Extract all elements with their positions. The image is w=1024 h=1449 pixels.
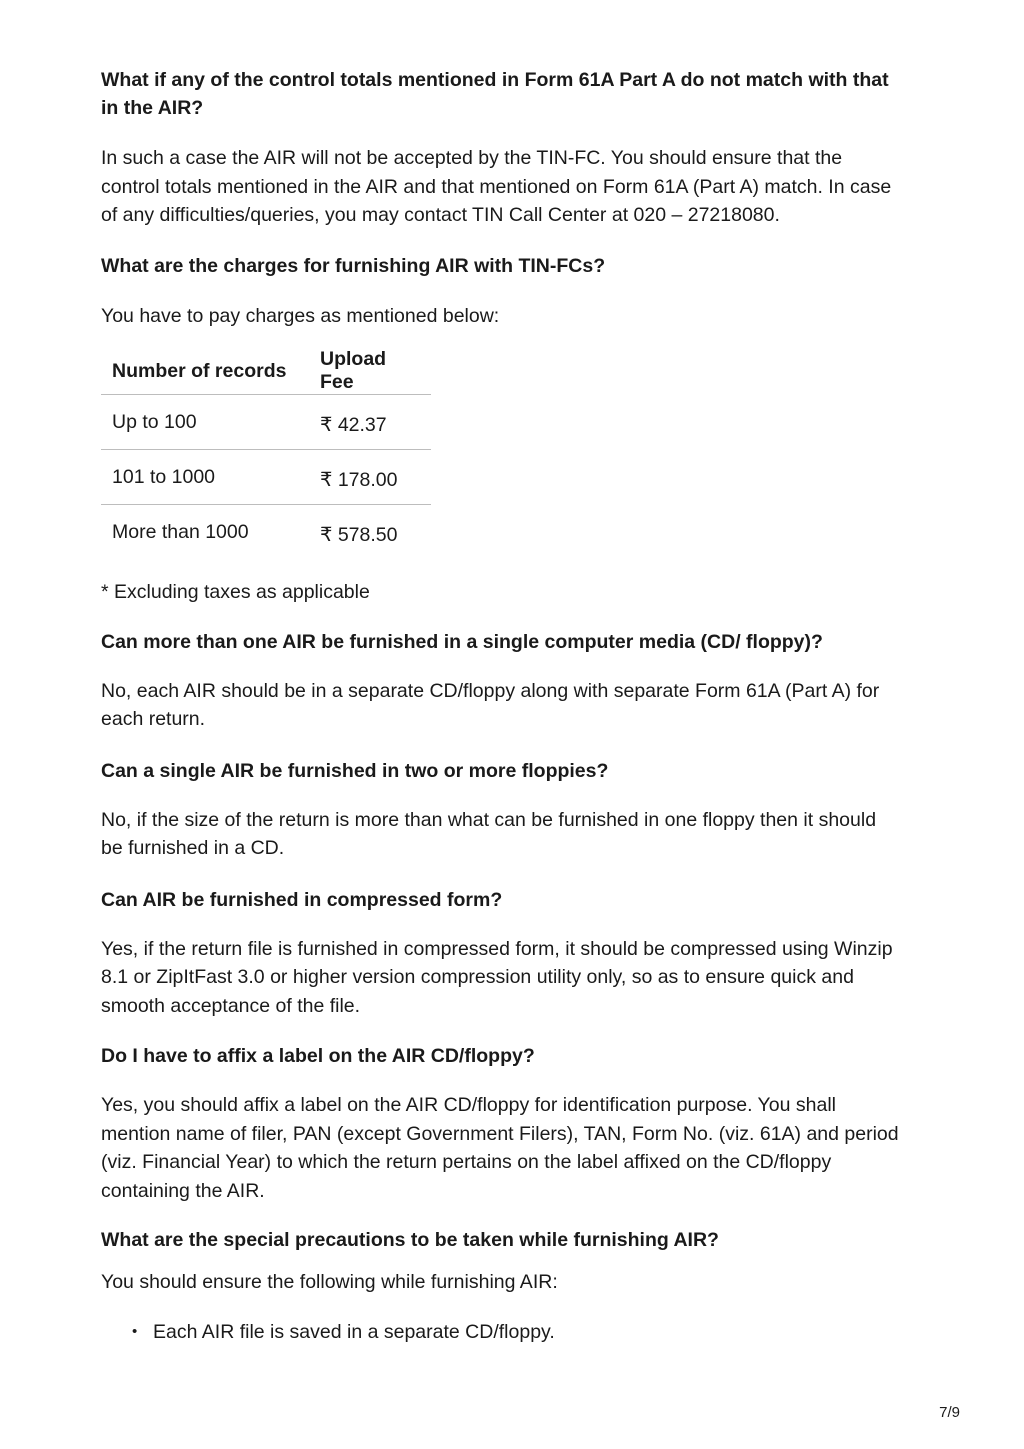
answer-compressed-form: Yes, if the return file is furnished in compressed form, it should be compressed using Winzip 8.1 or ZipItFast 3.0 or higher version compression utility only, so as to ensure quick and smooth acceptance of the file.	[101, 937, 893, 1017]
fee-cell: ₹ 178.00	[309, 450, 431, 505]
answer-special-precautions: You should ensure the following while furnishing AIR:	[101, 1271, 558, 1293]
page-number: 7/9	[939, 1404, 960, 1421]
fee-cell: ₹ 578.50	[320, 524, 398, 546]
precautions-list	[101, 1318, 901, 1346]
question-control-totals: What if any of the control totals mentioned in Form 61A Part A do not match with that in the AIR?	[101, 69, 889, 119]
answer-multiple-floppies: No, if the size of the return is more than what can be furnished in one floppy then it should be furnished in a CD.	[101, 808, 877, 859]
table-row	[101, 450, 431, 505]
records-cell: 101 to 1000	[101, 450, 309, 505]
taxes-note: * Excluding taxes as applicable	[101, 581, 370, 603]
answer-charges-intro: You have to pay charges as mentioned below:	[101, 304, 500, 327]
records-cell: More than 1000	[112, 520, 249, 543]
document-page	[101, 66, 901, 1346]
question-special-precautions: What are the special precautions to be taken while furnishing AIR?	[101, 1229, 719, 1251]
question-affix-label: Do I have to affix a label on the AIR CD/floppy?	[101, 1045, 535, 1067]
answer-single-media: No, each AIR should be in a separate CD/floppy along with separate Form 61A (Part A) for each return.	[101, 679, 880, 730]
bullet-icon: •	[132, 1322, 138, 1340]
upload-fee-table	[101, 348, 431, 559]
question-charges: What are the charges for furnishing AIR with TIN-FCs?	[101, 254, 606, 277]
list-item	[131, 1318, 901, 1346]
question-compressed-form: Can AIR be furnished in compressed form?	[101, 888, 503, 911]
column-header-records: Number of records	[101, 348, 309, 395]
fee-cell: ₹ 42.37	[309, 395, 431, 450]
table-header-row	[101, 348, 431, 395]
table-row	[101, 395, 431, 450]
records-cell: Up to 100	[101, 395, 309, 450]
answer-control-totals: In such a case the AIR will not be accepted by the TIN-FC. You should ensure that the control totals mentioned in the AIR and that mentioned on Form 61A (Part A) match. In case of any difficulties/queries, you may contact TIN Call Center at 020 – 27218080.	[101, 147, 892, 226]
table-row	[101, 505, 431, 560]
question-multiple-floppies: Can a single AIR be furnished in two or more floppies?	[101, 759, 609, 782]
list-item-text: Each AIR file is saved in a separate CD/floppy.	[153, 1320, 555, 1343]
column-header-fee: Upload Fee	[309, 348, 431, 395]
answer-affix-label: Yes, you should affix a label on the AIR CD/floppy for identification purpose. You shall mention name of filer, PAN (except Government Filers), TAN, Form No. (viz. 61A) and period (viz. Financial Year) to which the return pertains on the label affixed on the CD/floppy containing the AIR.	[101, 1094, 899, 1202]
question-single-media: Can more than one AIR be furnished in a single computer media (CD/ floppy)?	[101, 630, 823, 653]
